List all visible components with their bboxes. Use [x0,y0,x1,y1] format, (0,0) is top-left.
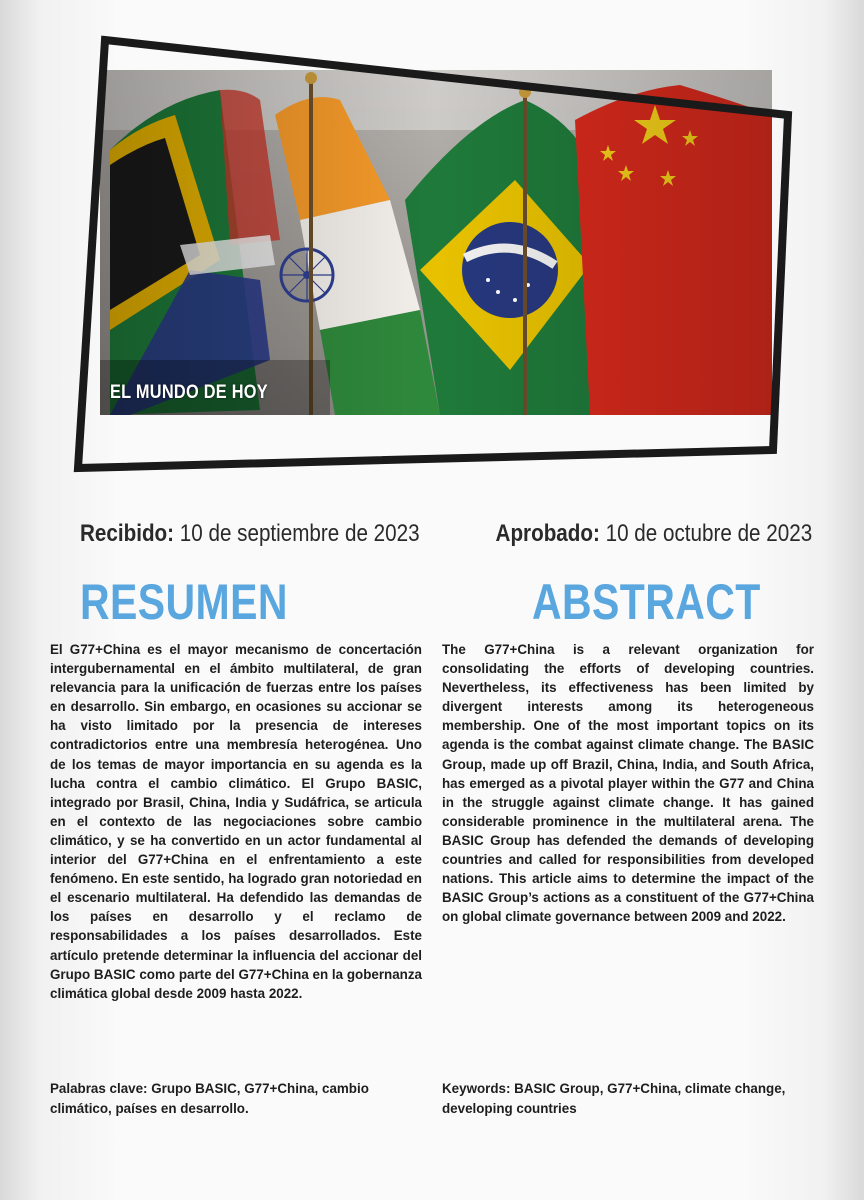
abstract-heading: ABSTRACT [532,574,761,630]
flags-illustration [70,30,800,480]
hero-image-frame [70,30,800,480]
received-label: Recibido: [80,520,175,547]
resumen-heading: RESUMEN [80,574,288,630]
received-value: 10 de septiembre de 2023 [179,520,420,547]
approved-label: Aprobado: [495,520,600,547]
abstract-body: The G77+China is a relevant organization for consolidating the efforts of developing countries. Nevertheless, its effectiveness has been limited by divergent interests among its heterogeneous membership. One of the most important topics on its agenda is the combat against climate change. The BASIC Group, made up off Brazil, China, India, and South Africa, has emerged as a pivotal player within the G77 and China in the struggle against climate change. It has gained considerable prominence in the multilateral arena. The BASIC Group has defended the demands of developing countries and called for responsibilities from developed nations. This article aims to determine the impact of the BASIC Group’s actions as a constituent of the G77+China on global climate governance between 2009 and 2022. [442,642,814,925]
resumen-body: El G77+China es el mayor mecanismo de concertación intergubernamental en el ámbito multilateral, de gran relevancia para la unificación de fuerzas entre los países en desarrollo. Sin embargo, en ocasiones su accionar se ha visto limitado por la presencia de intereses contradictorios entre una membresía heterogénea. Uno de los temas de mayor importancia en su agenda es la lucha contra el cambio climático. El Grupo BASIC, integrado por Brasil, China, India y Sudáfrica, se articula en el contexto de las negociaciones sobre cambio climático, y se ha convertido en un actor fundamental al interior del G77+China en el enfrentamiento a este fenómeno. En este sentido, ha logrado gran notoriedad en el escenario multilateral. Ha defendido las demandas de los países en desarrollo y el reclamo de responsabilidades a los países desarrollados. Este artículo pretende determinar la influencia del accionar del Grupo BASIC como parte del G77+China en la gobernanza climática global desde 2009 hasta 2022. [50,642,422,1001]
palabras-clave: Palabras clave: Grupo BASIC, G77+China, cambio climático, países en desarrollo. [50,1081,369,1116]
flag-photo [100,70,772,415]
approved-date [495,520,812,548]
received-date [80,520,420,548]
section-tag: EL MUNDO DE HOY [110,382,268,403]
keywords: Keywords: BASIC Group, G77+China, climate change, developing countries [442,1081,786,1116]
approved-value: 10 de octubre de 2023 [605,520,812,547]
